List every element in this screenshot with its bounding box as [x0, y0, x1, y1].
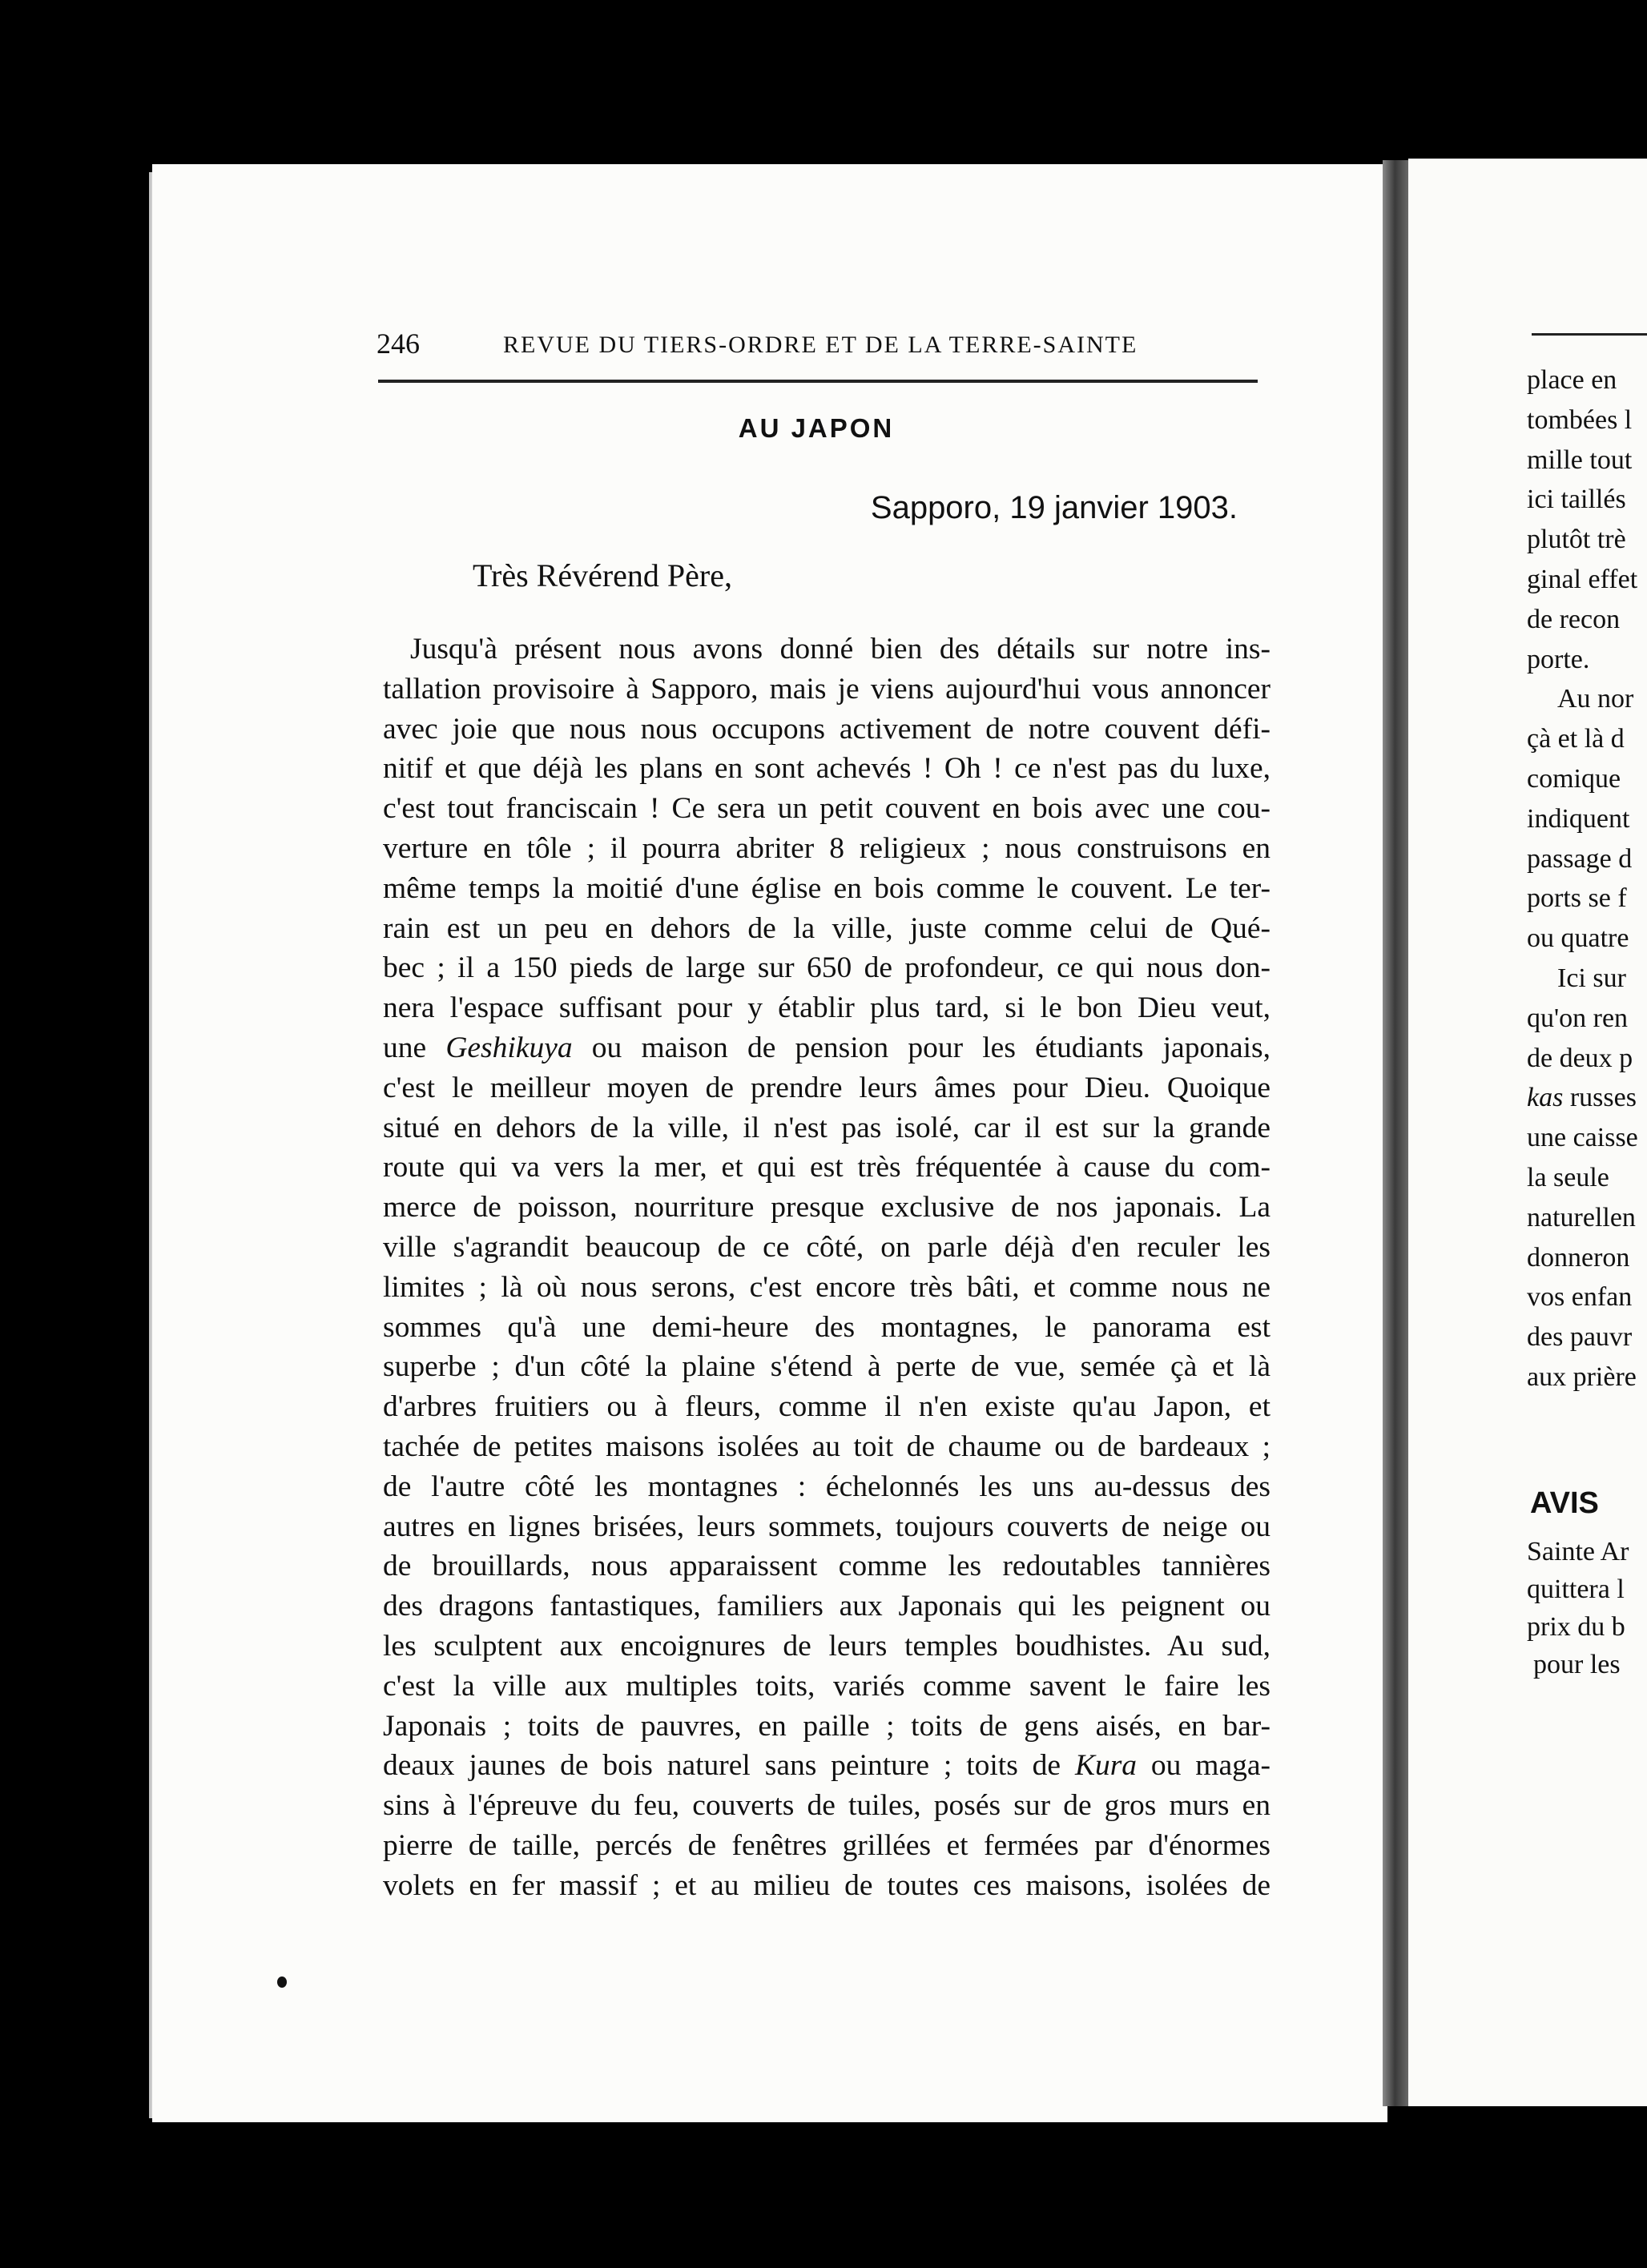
right-page-text — [1527, 360, 1647, 1397]
notice-line: quittera l — [1527, 1574, 1625, 1604]
right-page-line: indiquent — [1527, 803, 1630, 834]
journal-title: REVUE DU TIERS-ORDRE ET DE LA TERRE-SAINTE — [503, 332, 1138, 358]
right-page-line: ou quatre — [1527, 923, 1629, 954]
body-line: tachée de petites maisons isolées au toit de chaume ou de bardeaux ; — [383, 1430, 1270, 1463]
notice-text — [1527, 1533, 1629, 1683]
notice-heading: AVIS — [1530, 1486, 1599, 1520]
right-page-line: de deux p — [1527, 1043, 1633, 1073]
right-page-line: Ici sur — [1557, 963, 1626, 993]
body-line: même temps la moitié d'une église en bois comme le couvent. Le ter- — [383, 871, 1270, 905]
body-line: les sculptent aux encoignures de leurs temples boudhistes. Au sud, — [383, 1629, 1270, 1663]
notice-line: Sainte Ar — [1527, 1537, 1629, 1566]
dateline: Sapporo, 19 janvier 1903. — [870, 490, 1238, 525]
right-page-line: une caisse — [1527, 1123, 1638, 1153]
notice-line: pour les — [1533, 1650, 1621, 1679]
body-line: c'est tout franciscain ! Ce sera un petit couvent en bois avec une cou- — [383, 792, 1270, 826]
body-line: c'est le meilleur moyen de prendre leurs âmes pour Dieu. Quoique — [383, 1071, 1270, 1104]
right-page-line: plutôt trè — [1527, 525, 1626, 555]
body-line: d'arbres fruitiers ou à fleurs, comme il n'en existe qu'au Japon, et — [383, 1390, 1270, 1424]
body-line: Jusqu'à présent nous avons donné bien des détails sur notre ins- — [410, 633, 1270, 666]
right-page — [1408, 159, 1647, 2106]
right-page-line: ports se f — [1527, 883, 1627, 914]
body-line: autres en lignes brisées, leurs sommets, toujours couverts de neige ou — [383, 1510, 1270, 1543]
body-line: bec ; il a 150 pieds de large sur 650 de profondeur, ce qui nous don- — [383, 951, 1270, 985]
right-page-line: passage d — [1527, 843, 1633, 874]
header-rule — [378, 380, 1258, 383]
body-line: ville s'agrandit beaucoup de ce côté, on parle déjà d'en reculer les — [383, 1230, 1270, 1264]
right-page-line: porte. — [1527, 644, 1590, 674]
right-page-line: ginal effet — [1527, 564, 1638, 594]
body-line: une Geshikuya ou maison de pension pour les étudiants japonais, — [383, 1031, 1270, 1064]
right-page-line: de recon — [1527, 604, 1621, 634]
body-line: superbe ; d'un côté la plaine s'étend à perte de vue, semée çà et là — [383, 1350, 1270, 1384]
letter-body — [383, 629, 1270, 1906]
body-line: de l'autre côté les montagnes : échelonnés les uns au-dessus des — [383, 1470, 1270, 1503]
body-line: volets en fer massif ; et au milieu de toutes ces maisons, isolées de — [383, 1868, 1270, 1902]
body-line: limites ; là où nous serons, c'est encore très bâti, et comme nous ne — [383, 1270, 1270, 1304]
right-page-line: kas russes — [1527, 1083, 1637, 1113]
body-line: sommes qu'à une demi-heure des montagnes, le panorama est — [383, 1310, 1270, 1344]
right-page-line: qu'on ren — [1527, 1003, 1629, 1033]
body-line: tallation provisoire à Sapporo, mais je viens aujourd'hui vous annoncer — [383, 672, 1270, 706]
right-page-line: donneron — [1527, 1242, 1630, 1273]
right-page-line: place en — [1527, 365, 1617, 395]
notice-line: prix du b — [1527, 1612, 1625, 1642]
article-title: AU JAPON — [738, 413, 895, 443]
right-page-line: la seule — [1527, 1162, 1609, 1192]
body-line: nera l'espace suffisant pour y établir plus tard, si le bon Dieu veut, — [383, 991, 1270, 1025]
body-line: deaux jaunes de bois naturel sans peinture ; toits de Kura ou maga- — [383, 1749, 1271, 1783]
body-line: verture en tôle ; il pourra abriter 8 religieux ; nous construisons en — [383, 831, 1270, 865]
body-line: route qui va vers la mer, et qui est très fréquentée à cause du com- — [383, 1151, 1270, 1184]
right-page-line: vos enfan — [1527, 1282, 1633, 1313]
right-page-line: naturellen — [1527, 1202, 1636, 1233]
salutation: Très Révérend Père, — [473, 557, 733, 593]
body-line: pierre de taille, percés de fenêtres grillées et fermées par d'énormes — [383, 1828, 1270, 1862]
running-head — [377, 327, 1258, 362]
right-page-line: çà et là d — [1527, 724, 1625, 754]
right-page-rule — [1532, 333, 1647, 336]
page-number: 246 — [377, 328, 420, 360]
right-page-line: Au nor — [1557, 684, 1634, 714]
body-line: situé en dehors de la ville, il n'est pas isolé, car il est sur la grande — [383, 1111, 1270, 1144]
body-line: nitif et que déjà les plans en sont achevés ! Oh ! ce n'est pas du luxe, — [383, 752, 1270, 786]
right-page-line: aux prière — [1527, 1361, 1637, 1392]
body-line: c'est la ville aux multiples toits, variés comme savent le faire les — [383, 1669, 1270, 1703]
body-line: merce de poisson, nourriture presque exclusive de nos japonais. La — [383, 1191, 1270, 1224]
body-line: rain est un peu en dehors de la ville, juste comme celui de Qué- — [383, 911, 1270, 945]
body-line: sins à l'épreuve du feu, couverts de tuiles, posés sur de gros murs en — [383, 1789, 1270, 1823]
right-page-line: comique — [1527, 763, 1621, 794]
right-page-line: mille tout — [1527, 444, 1633, 475]
right-page-line: tombées l — [1527, 404, 1633, 435]
body-line: de brouillards, nous apparaissent comme les redoutables tannières — [383, 1550, 1270, 1583]
ink-spot — [277, 1976, 287, 1988]
body-line: avec joie que nous nous occupons activement de notre couvent défi- — [383, 712, 1270, 746]
right-page-line: ici taillés — [1527, 485, 1626, 515]
book-gutter — [1383, 160, 1410, 2106]
right-page-line: des pauvr — [1527, 1322, 1633, 1353]
body-line: des dragons fantastiques, familiers aux Japonais qui les peignent ou — [383, 1590, 1270, 1623]
body-line: Japonais ; toits de pauvres, en paille ; toits de gens aisés, en bar- — [383, 1709, 1270, 1743]
